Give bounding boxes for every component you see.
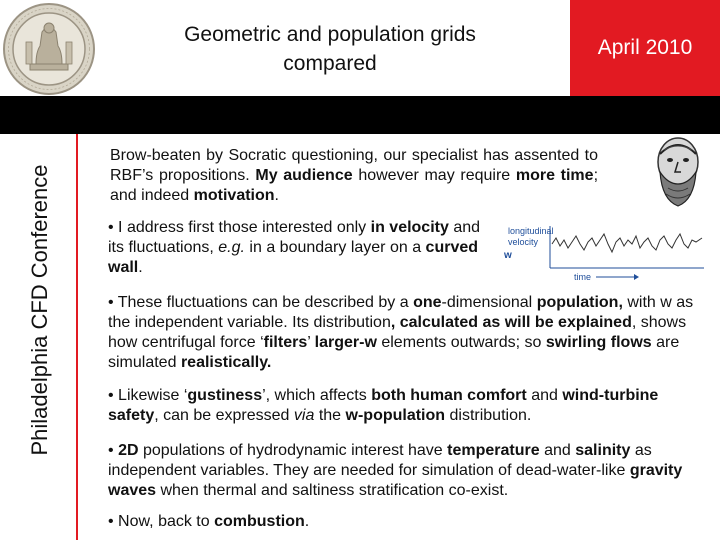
text-run: in a boundary layer on a: [249, 239, 422, 256]
text-run: • I address first those interested only: [108, 219, 367, 236]
text-run: curved wall: [108, 239, 479, 276]
text-run: however may require: [358, 167, 511, 184]
paragraph-velocity: [108, 218, 493, 278]
text-run: 2D: [118, 442, 139, 459]
paragraph-gustiness: [108, 386, 688, 426]
text-run: one: [413, 294, 442, 311]
text-run: ; and indeed: [110, 167, 599, 204]
text-run: My audience: [255, 167, 353, 184]
text-run: filters: [263, 334, 308, 351]
text-run: .: [304, 513, 310, 530]
text-run: and its fluctuations,: [108, 219, 481, 256]
text-run: population,: [536, 294, 623, 311]
text-run: , can be expressed: [154, 407, 290, 424]
title-line-2: compared: [283, 52, 377, 75]
title-line-1: Geometric and population grids: [184, 23, 476, 46]
figure-ylabel-1: longitudinal: [508, 226, 554, 236]
text-run: wind-turbine safety: [108, 387, 659, 424]
text-run: w-population: [345, 407, 446, 424]
date-text: April 2010: [597, 36, 693, 59]
socrates-portrait: [648, 132, 708, 208]
university-seal-logo: [2, 2, 96, 96]
text-run: • Now, back to: [108, 513, 210, 530]
slide-title: [150, 20, 510, 78]
accent-divider: [76, 134, 78, 540]
text-run: Brow-beaten by Socratic questioning, our specialist has assented to RBF’s propositions.: [110, 147, 598, 184]
text-run: and: [544, 442, 571, 459]
text-run: swirling flows: [545, 334, 652, 351]
text-run: gustiness: [187, 387, 263, 404]
conference-side-label: Philadelphia CFD Conference: [27, 164, 52, 456]
text-run: via: [293, 407, 315, 424]
date-badge: [570, 0, 720, 96]
text-run: both human comfort: [371, 387, 527, 404]
text-run: .: [274, 187, 279, 204]
text-run: are simulated: [108, 334, 680, 371]
figure-xlabel: time: [574, 272, 592, 282]
text-run: motivation: [193, 187, 275, 204]
figure-ylabel-3: w: [504, 250, 512, 261]
text-run: ’, which affects: [262, 387, 367, 404]
text-run: distribution.: [449, 407, 532, 424]
paragraph-population: [108, 293, 698, 373]
text-run: populations of hydrodynamic interest have: [142, 442, 443, 459]
text-run: e.g.: [218, 239, 245, 256]
text-run: in velocity: [370, 219, 449, 236]
paragraph-2d-populations: [108, 441, 698, 501]
text-run: , calculated as will be explained: [390, 314, 632, 331]
text-run: •: [108, 442, 114, 459]
text-run: -dimensional: [441, 294, 533, 311]
velocity-fluctuation-figure: [494, 222, 710, 284]
text-run: .: [138, 259, 143, 276]
text-run: more time: [515, 167, 594, 184]
text-run: elements outwards; so: [381, 334, 542, 351]
velocity-signal-line: [552, 234, 702, 252]
paragraph-combustion: [108, 512, 508, 532]
text-run: larger-w: [314, 334, 377, 351]
text-run: ’: [307, 334, 311, 351]
text-run: as independent variables. They are needed for simulation of dead-water-like: [108, 442, 652, 479]
text-run: • These fluctuations can be described by a: [108, 294, 409, 311]
text-run: combustion: [214, 513, 305, 530]
text-run: gravity waves: [108, 462, 683, 499]
text-run: , shows how centrifugal force ‘: [108, 314, 687, 351]
text-run: salinity: [575, 442, 631, 459]
text-run: when thermal and saltiness stratification co-exist.: [160, 482, 509, 499]
figure-time-arrowhead: [634, 274, 639, 280]
text-run: temperature: [447, 442, 540, 459]
text-run: and: [531, 387, 558, 404]
text-run: realistically.: [180, 354, 272, 371]
header-band: [0, 96, 720, 134]
paragraph-intro: [110, 146, 598, 206]
text-run: with w as the independent variable. Its distribution: [108, 294, 694, 331]
text-run: the: [318, 407, 342, 424]
figure-ylabel-2: velocity: [508, 237, 539, 247]
text-run: • Likewise ‘: [108, 387, 188, 404]
